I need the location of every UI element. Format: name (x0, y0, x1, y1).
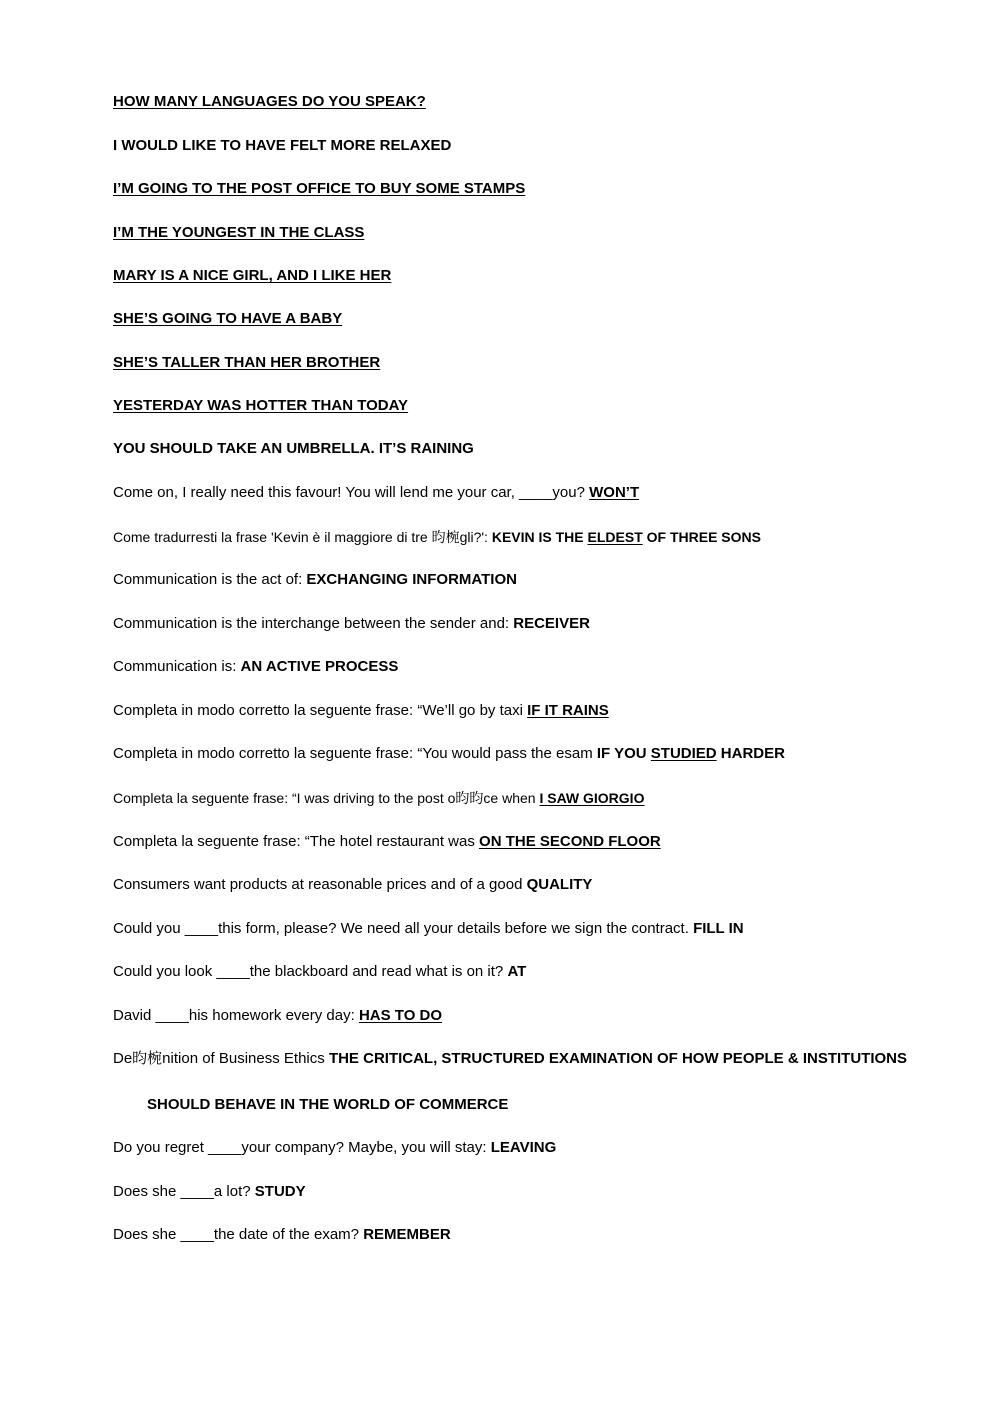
question-line-study (113, 1182, 306, 1202)
question-line-consumers (113, 875, 592, 895)
answer-text: IF IT RAINS (527, 702, 609, 719)
answer-text: STUDY (254, 1183, 306, 1200)
answer-text: MARY IS A NICE GIRL, AND I LIKE HER (113, 267, 392, 284)
answer-line-taller (113, 353, 380, 373)
question-text: Communication is the interchange between the sender and: (113, 615, 514, 632)
question-text: David ____his homework every day: (113, 1007, 359, 1024)
answer-line-umbrella (113, 439, 474, 459)
answer-text: HARDER (716, 745, 785, 762)
answer-text: SHE’S TALLER THAN HER BROTHER (113, 354, 381, 371)
answer-text: REMEMBER (363, 1226, 451, 1243)
question-line-driving (113, 788, 644, 808)
question-line-kevin (113, 527, 761, 547)
question-text: Communication is the act of: (113, 571, 307, 588)
answer-text: YESTERDAY WAS HOTTER THAN TODAY (113, 397, 409, 414)
question-text: Completa la seguente frase: “I was driving to the post o昀昀ce when (113, 790, 540, 806)
question-text: Do you regret ____your company? Maybe, you will stay: (113, 1139, 491, 1156)
question-line-pass-exam (113, 744, 785, 764)
answer-text: I’M GOING TO THE POST OFFICE TO BUY SOME STAMPS (113, 180, 526, 197)
answer-text: OF THREE SONS (642, 529, 761, 545)
question-text: Come on, I really need this favour! You will lend me your car, ____you? (113, 484, 590, 501)
answer-text: SHE’S GOING TO HAVE A BABY (113, 310, 343, 327)
question-text: Could you look ____the blackboard and read what is on it? (113, 963, 508, 980)
question-text: Does she ____a lot? (113, 1183, 255, 1200)
question-text: Does she ____the date of the exam? (113, 1226, 364, 1243)
question-text: Consumers want products at reasonable prices and of a good (113, 876, 527, 893)
answer-line-business-ethics-continued (147, 1095, 508, 1115)
answer-text-underlined: STUDIED (650, 745, 717, 762)
question-line-hotel (113, 832, 661, 852)
answer-text: I’M THE YOUNGEST IN THE CLASS (113, 224, 365, 241)
question-line-david (113, 1006, 442, 1026)
question-line-communication-act (113, 570, 517, 590)
answer-text: THE CRITICAL, STRUCTURED EXAMINATION OF HOW PEOPLE & INSTITUTIONS (328, 1050, 907, 1067)
question-line-business-ethics (113, 1049, 907, 1069)
answer-text: AT (507, 963, 527, 980)
answer-line-baby (113, 309, 342, 329)
answer-text: YOU SHOULD TAKE AN UMBRELLA. IT’S RAINING (113, 440, 474, 457)
answer-text: WON’T (589, 484, 640, 501)
answer-text: IF YOU (596, 745, 651, 762)
question-line-communication-is (113, 657, 398, 677)
answer-text: RECEIVER (513, 615, 590, 632)
question-text: Could you ____this form, please? We need all your details before we sign the contract. (113, 920, 694, 937)
question-line-blackboard (113, 962, 526, 982)
question-line-remember (113, 1225, 451, 1245)
question-text: Communication is: (113, 658, 241, 675)
answer-text: LEAVING (490, 1139, 557, 1156)
answer-line-post-office (113, 179, 525, 199)
answer-line-hotter (113, 396, 408, 416)
answer-text: EXCHANGING INFORMATION (306, 571, 517, 588)
question-text: De昀椀nition of Business Ethics (113, 1050, 329, 1067)
answer-text: KEVIN IS THE (491, 529, 588, 545)
question-text: Come tradurresti la frase 'Kevin è il maggiore di tre 昀椀gli?': (113, 529, 492, 545)
answer-text: SHOULD BEHAVE IN THE WORLD OF COMMERCE (147, 1096, 509, 1113)
question-text: Completa la seguente frase: “The hotel restaurant was (113, 833, 480, 850)
question-line-communication-interchange (113, 614, 590, 634)
answer-line-mary (113, 266, 391, 286)
question-line-form (113, 919, 744, 939)
answer-text-underlined: ELDEST (587, 529, 643, 545)
question-line-lend-car (113, 483, 639, 503)
answer-text: ON THE SECOND FLOOR (479, 833, 661, 850)
question-line-taxi (113, 701, 609, 721)
question-line-regret (113, 1138, 556, 1158)
answer-text: I WOULD LIKE TO HAVE FELT MORE RELAXED (113, 137, 452, 154)
answer-text: QUALITY (526, 876, 593, 893)
answer-text: I SAW GIORGIO (539, 790, 645, 806)
question-text: Completa in modo corretto la seguente frase: “You would pass the esam (113, 745, 597, 762)
answer-line-youngest (113, 223, 364, 243)
question-text: Completa in modo corretto la seguente frase: “We’ll go by taxi (113, 702, 528, 719)
answer-line-languages (113, 92, 426, 112)
answer-text: AN ACTIVE PROCESS (240, 658, 399, 675)
answer-text: HOW MANY LANGUAGES DO YOU SPEAK? (113, 93, 426, 110)
answer-text: HAS TO DO (358, 1007, 443, 1024)
answer-text: FILL IN (693, 920, 744, 937)
answer-line-relaxed (113, 136, 451, 156)
